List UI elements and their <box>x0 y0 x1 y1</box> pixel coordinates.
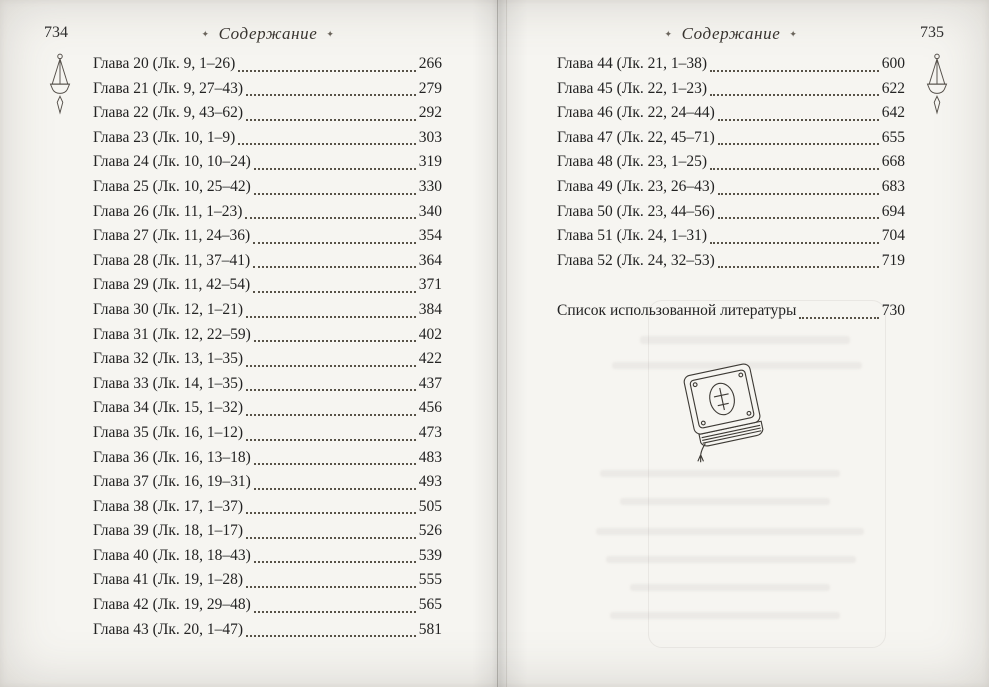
ghost-line <box>596 528 864 535</box>
toc-entry <box>93 372 442 397</box>
gutter-crease-line-faint <box>506 0 507 687</box>
bibliography-page: 730 <box>881 302 905 319</box>
toc-entry-page: 303 <box>418 128 442 146</box>
toc-entry <box>557 224 905 249</box>
header-ornament-icon: ✦ <box>201 30 210 40</box>
toc-dot-leader <box>718 119 879 121</box>
toc-entry <box>93 175 442 200</box>
toc-entry-page: 319 <box>418 153 442 171</box>
toc-entry-label: Глава 43 (Лк. 20, 1–47) <box>93 620 244 638</box>
toc-entry-page: 330 <box>418 177 442 195</box>
ghost-line <box>630 584 830 591</box>
toc-entry-label: Глава 32 (Лк. 13, 1–35) <box>93 350 244 368</box>
toc-entry-label: Глава 41 (Лк. 19, 1–28) <box>93 571 244 589</box>
toc-entry <box>557 249 905 274</box>
toc-entry-label: Глава 36 (Лк. 16, 13–18) <box>93 448 251 466</box>
toc-entry <box>93 544 442 569</box>
toc-entry-label: Глава 31 (Лк. 12, 22–59) <box>93 325 251 343</box>
toc-entry-page: 384 <box>418 300 442 318</box>
toc-entry-label: Глава 35 (Лк. 16, 1–12) <box>93 423 244 441</box>
toc-entry-page: 364 <box>418 251 442 269</box>
toc-entry <box>93 446 442 471</box>
toc-entry-label: Глава 30 (Лк. 12, 1–21) <box>93 300 244 318</box>
toc-entry-label: Глава 27 (Лк. 11, 24–36) <box>93 227 251 245</box>
toc-entry <box>93 593 442 618</box>
right-page-number: 735 <box>920 24 944 41</box>
toc-entry <box>93 396 442 421</box>
toc-entry <box>93 101 442 126</box>
book-illustration <box>668 350 780 470</box>
toc-dot-leader <box>238 70 415 72</box>
toc-dot-leader <box>254 340 416 342</box>
toc-dot-leader <box>710 94 879 96</box>
toc-entry-label: Глава 50 (Лк. 23, 44–56) <box>557 202 715 220</box>
toc-entry-page: 456 <box>418 399 442 417</box>
toc-entry <box>557 200 905 225</box>
toc-entry-page: 354 <box>418 227 442 245</box>
toc-dot-leader <box>799 317 878 319</box>
toc-entry-label: Глава 47 (Лк. 22, 45–71) <box>557 128 715 146</box>
book-gutter-shadow <box>472 0 528 687</box>
toc-entry <box>93 568 442 593</box>
toc-dot-leader <box>254 611 416 613</box>
toc-dot-leader <box>246 119 416 121</box>
ghost-line <box>640 336 850 344</box>
toc-dot-leader <box>246 414 416 416</box>
toc-dot-leader <box>253 291 416 293</box>
right-page-header <box>557 24 905 44</box>
ghost-line <box>600 470 840 477</box>
toc-entry-page: 371 <box>418 276 442 294</box>
toc-dot-leader <box>246 635 416 637</box>
toc-entry <box>93 618 442 643</box>
toc-dot-leader <box>253 266 416 268</box>
toc-entry-label: Глава 46 (Лк. 22, 24–44) <box>557 104 715 122</box>
toc-entry-label: Глава 48 (Лк. 23, 1–25) <box>557 153 708 171</box>
toc-entry-page: 340 <box>418 202 442 220</box>
toc-entry <box>93 77 442 102</box>
toc-entry-page: 437 <box>418 374 442 392</box>
toc-dot-leader <box>246 537 416 539</box>
toc-entry-page: 279 <box>418 79 442 97</box>
toc-entry-label: Глава 38 (Лк. 17, 1–37) <box>93 497 244 515</box>
toc-entry-label: Глава 21 (Лк. 9, 27–43) <box>93 79 244 97</box>
toc-dot-leader <box>710 168 879 170</box>
toc-entry <box>557 126 905 151</box>
toc-dot-leader <box>718 266 879 268</box>
toc-dot-leader <box>246 389 416 391</box>
toc-dot-leader <box>246 94 416 96</box>
toc-dot-leader <box>254 463 416 465</box>
toc-entry-page: 505 <box>418 497 442 515</box>
toc-entry-label: Глава 20 (Лк. 9, 1–26) <box>93 55 236 72</box>
toc-entry-page: 402 <box>418 325 442 343</box>
toc-entry-page: 655 <box>881 128 905 146</box>
toc-entry-label: Глава 42 (Лк. 19, 29–48) <box>93 596 251 614</box>
toc-entry-label: Глава 40 (Лк. 18, 18–43) <box>93 546 251 564</box>
toc-entry <box>93 495 442 520</box>
toc-entry <box>93 150 442 175</box>
toc-entry <box>557 77 905 102</box>
toc-entry <box>93 347 442 372</box>
toc-entry-label: Глава 49 (Лк. 23, 26–43) <box>557 177 715 195</box>
left-page-header <box>93 24 443 44</box>
toc-dot-leader <box>246 512 416 514</box>
toc-entry <box>557 175 905 200</box>
toc-entry-page: 719 <box>881 251 905 269</box>
toc-entry <box>557 101 905 126</box>
bibliography-label: Список использованной литературы <box>557 302 797 319</box>
toc-dot-leader <box>246 316 416 318</box>
header-ornament-icon: ✦ <box>664 30 673 40</box>
toc-entry-page: 683 <box>881 177 905 195</box>
toc-entry-label: Глава 37 (Лк. 16, 19–31) <box>93 473 251 491</box>
toc-entry-label: Глава 33 (Лк. 14, 1–35) <box>93 374 244 392</box>
toc-entry-page: 539 <box>418 546 442 564</box>
toc-entry-label: Глава 23 (Лк. 10, 1–9) <box>93 128 236 146</box>
toc-entry-label: Глава 45 (Лк. 22, 1–23) <box>557 79 708 97</box>
toc-entry-page: 694 <box>881 202 905 220</box>
ghost-line <box>620 498 830 505</box>
toc-entry-page: 704 <box>881 227 905 245</box>
toc-entry-page: 668 <box>881 153 905 171</box>
hanging-lamp-ornament-icon <box>924 52 950 118</box>
toc-entry-label: Глава 26 (Лк. 11, 1–23) <box>93 202 243 220</box>
right-toc-list <box>557 52 905 273</box>
toc-entry <box>93 224 442 249</box>
toc-dot-leader <box>254 193 416 195</box>
toc-entry <box>557 150 905 175</box>
toc-entry <box>93 200 442 225</box>
toc-entry-label: Глава 24 (Лк. 10, 10–24) <box>93 153 251 171</box>
toc-entry-page: 493 <box>418 473 442 491</box>
toc-dot-leader <box>718 143 879 145</box>
toc-entry-label: Глава 52 (Лк. 24, 32–53) <box>557 251 715 269</box>
toc-entry-label: Глава 34 (Лк. 15, 1–32) <box>93 399 244 417</box>
ghost-line <box>606 556 856 563</box>
toc-entry-label: Глава 28 (Лк. 11, 37–41) <box>93 251 251 269</box>
toc-dot-leader <box>718 217 879 219</box>
toc-entry <box>93 249 442 274</box>
toc-dot-leader <box>245 217 415 219</box>
toc-dot-leader <box>246 439 416 441</box>
toc-entry-page: 555 <box>418 571 442 589</box>
toc-dot-leader <box>253 242 416 244</box>
toc-entry-page: 483 <box>418 448 442 466</box>
toc-entry-page: 526 <box>418 522 442 540</box>
header-title: Содержание <box>681 24 781 43</box>
toc-entry <box>93 126 442 151</box>
toc-dot-leader <box>254 488 416 490</box>
toc-entry <box>93 323 442 348</box>
toc-entry <box>93 273 442 298</box>
bibliography-entry <box>557 299 905 324</box>
left-page-number: 734 <box>44 24 68 41</box>
toc-entry-page: 266 <box>418 55 442 72</box>
toc-entry-label: Глава 29 (Лк. 11, 42–54) <box>93 276 251 294</box>
toc-entry <box>93 470 442 495</box>
toc-entry-page: 581 <box>418 620 442 638</box>
left-toc-list <box>93 52 442 642</box>
header-ornament-icon: ✦ <box>326 30 335 40</box>
toc-entry <box>93 519 442 544</box>
toc-entry-page: 292 <box>418 104 442 122</box>
toc-entry <box>93 52 442 77</box>
toc-entry-page: 422 <box>418 350 442 368</box>
toc-dot-leader <box>718 193 879 195</box>
toc-entry <box>93 421 442 446</box>
toc-entry <box>93 298 442 323</box>
header-ornament-icon: ✦ <box>789 30 798 40</box>
toc-entry-page: 600 <box>881 55 905 72</box>
toc-entry-label: Глава 44 (Лк. 21, 1–38) <box>557 55 708 72</box>
toc-entry-label: Глава 39 (Лк. 18, 1–17) <box>93 522 244 540</box>
toc-dot-leader <box>238 143 415 145</box>
gutter-crease-line <box>497 0 498 687</box>
toc-entry <box>557 52 905 77</box>
toc-dot-leader <box>710 242 879 244</box>
ghost-line <box>610 612 840 619</box>
toc-dot-leader <box>710 70 879 72</box>
toc-entry-label: Глава 22 (Лк. 9, 43–62) <box>93 104 244 122</box>
toc-dot-leader <box>246 365 416 367</box>
toc-dot-leader <box>254 168 416 170</box>
toc-entry-label: Глава 25 (Лк. 10, 25–42) <box>93 177 251 195</box>
toc-entry-page: 565 <box>418 596 442 614</box>
toc-entry-page: 473 <box>418 423 442 441</box>
toc-entry-page: 622 <box>881 79 905 97</box>
header-title: Содержание <box>218 24 318 43</box>
toc-entry-page: 642 <box>881 104 905 122</box>
hanging-lamp-ornament-icon <box>47 52 73 118</box>
toc-entry-label: Глава 51 (Лк. 24, 1–31) <box>557 227 708 245</box>
toc-dot-leader <box>254 561 416 563</box>
toc-dot-leader <box>246 586 416 588</box>
